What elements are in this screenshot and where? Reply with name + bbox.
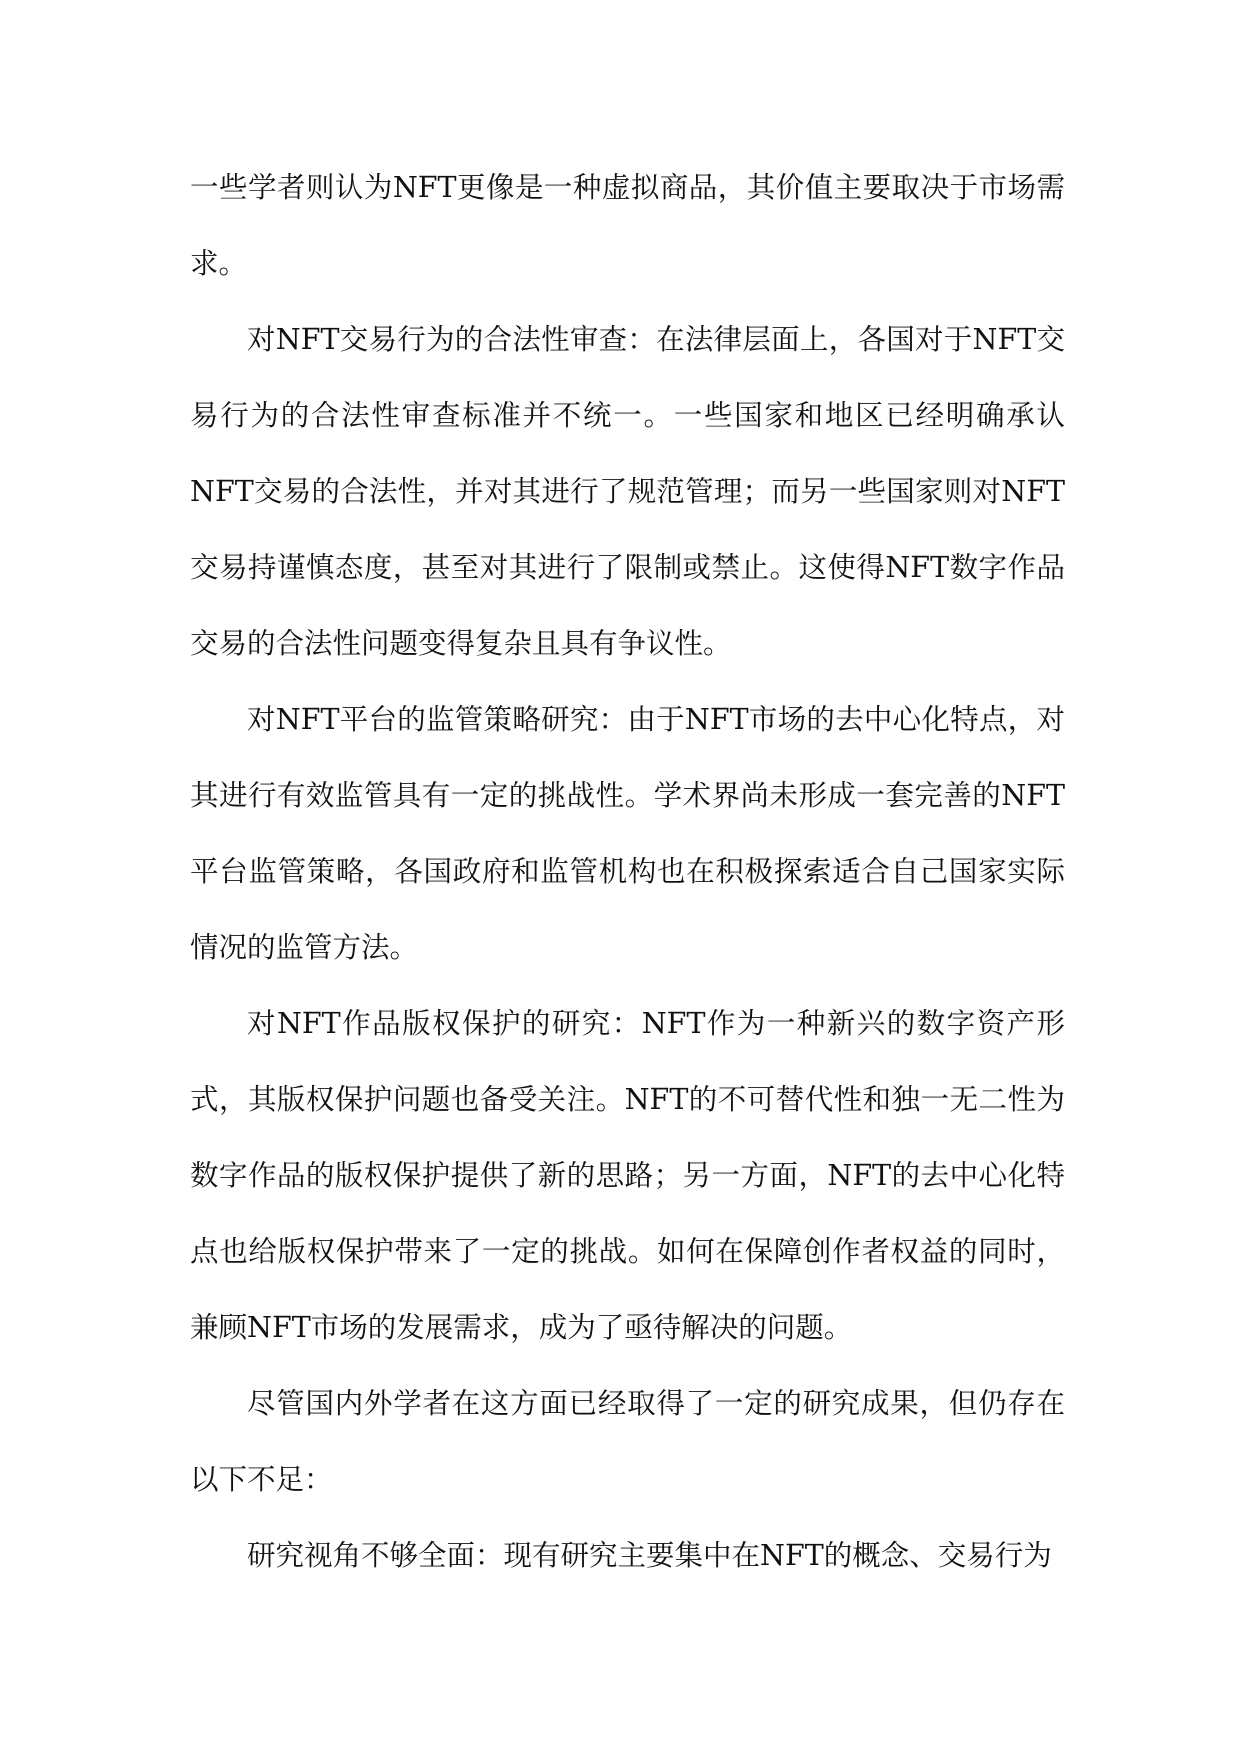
paragraph-continuation: 一些学者则认为NFT更像是一种虚拟商品，其价值主要取决于市场需求。 (190, 171, 1065, 280)
paragraph-copyright-protection: 对NFT作品版权保护的研究：NFT作为一种新兴的数字资产形式，其版权保护问题也备受关注。NFT的不可替代性和独一无二性为数字作品的版权保护提供了新的思路；另一方面，NFT的去中心化特点也给版权保护带来了一定的挑战。如何在保障创作者权益的同时，兼顾NFT市场的发展需求，成为了亟待解决的问题。 (190, 1007, 1065, 1344)
paragraph-shortcomings-intro: 尽管国内外学者在这方面已经取得了一定的研究成果，但仍存在以下不足： (190, 1387, 1065, 1496)
paragraph-research-perspective: 研究视角不够全面：现有研究主要集中在NFT的概念、交易行为 (247, 1539, 1052, 1572)
paragraph-platform-regulation: 对NFT平台的监管策略研究：由于NFT市场的去中心化特点，对其进行有效监管具有一定的挑战性。学术界尚未形成一套完善的NFT平台监管策略，各国政府和监管机构也在积极探索适合自己国家实际情况的监管方法。 (190, 703, 1065, 964)
paragraph-legality-review: 对NFT交易行为的合法性审查：在法律层面上，各国对于NFT交易行为的合法性审查标准并不统一。一些国家和地区已经明确承认NFT交易的合法性，并对其进行了规范管理；而另一些国家则对NFT交易持谨慎态度，甚至对其进行了限制或禁止。这使得NFT数字作品交易的合法性问题变得复杂且具有争议性。 (190, 323, 1065, 660)
document-body (190, 150, 1065, 1594)
